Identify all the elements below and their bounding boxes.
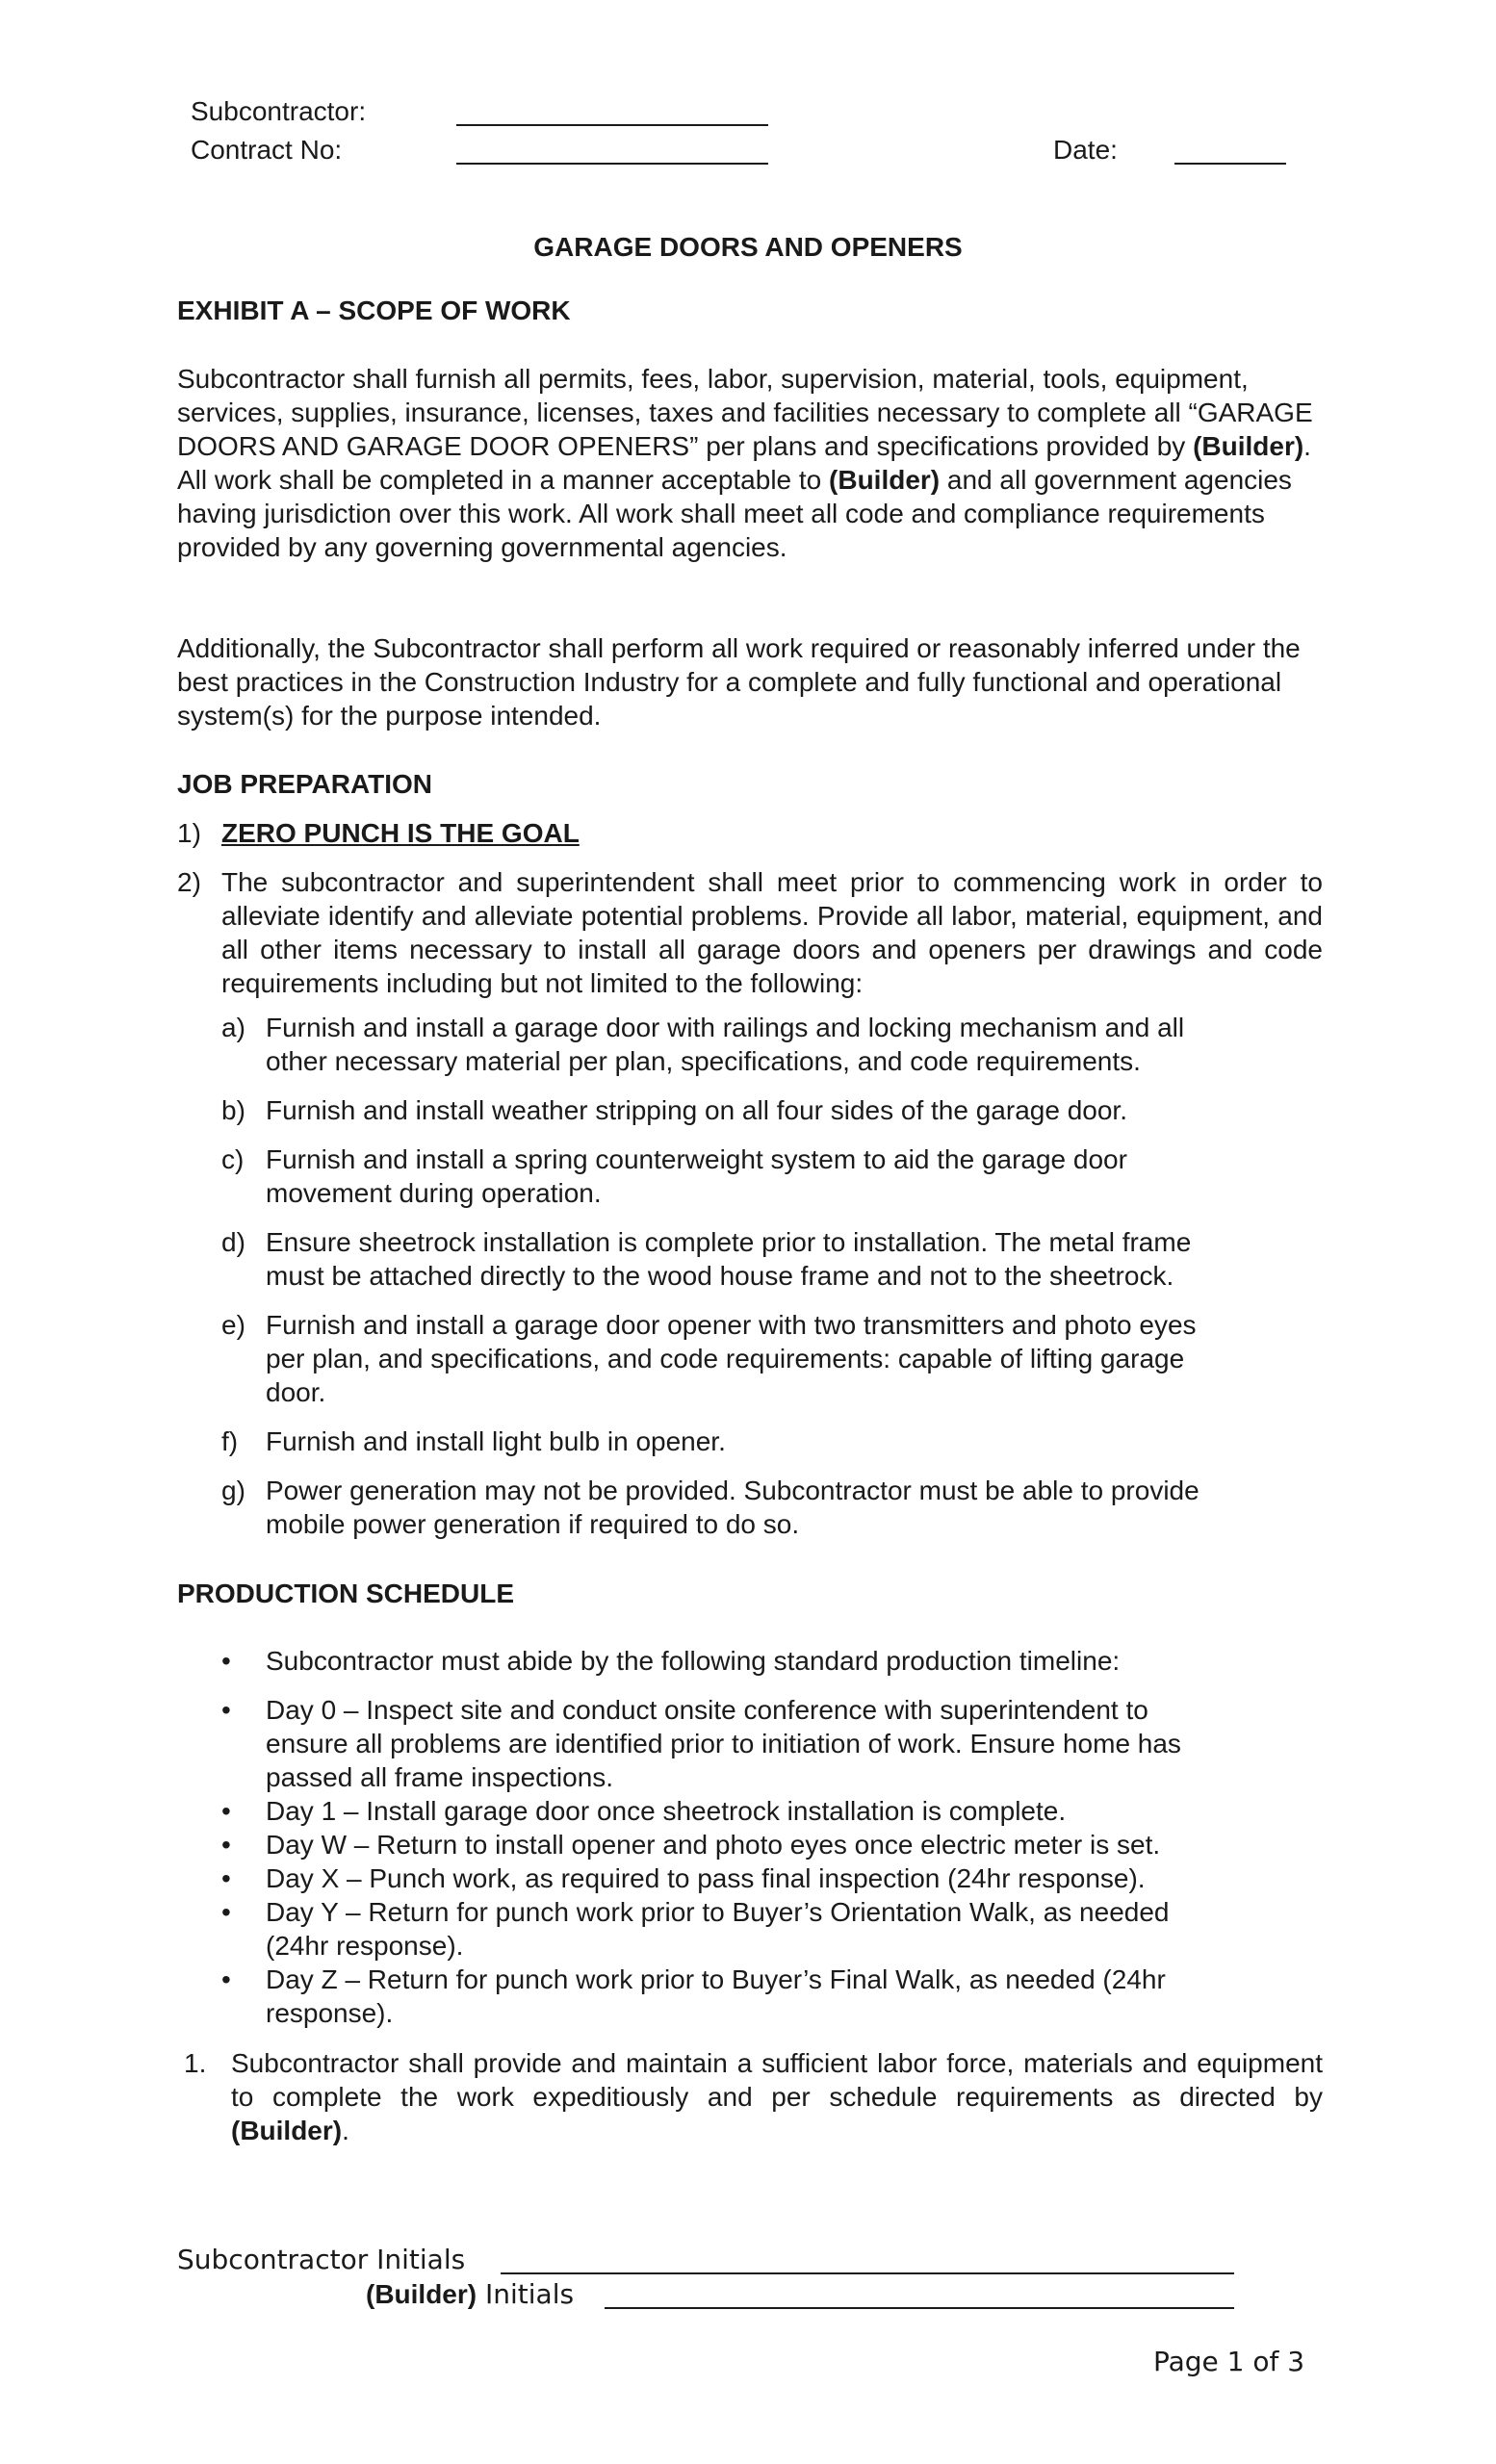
bullet-line: (24hr response). bbox=[266, 1931, 464, 1961]
exhibit-heading: EXHIBIT A – SCOPE OF WORK bbox=[177, 295, 571, 325]
subitem-line: mobile power generation if required to do so. bbox=[266, 1509, 800, 1539]
date-label: Date: bbox=[1053, 135, 1118, 165]
date-field[interactable] bbox=[1174, 163, 1286, 165]
subitem-line: Power generation may not be provided. Subcontractor must be able to provide bbox=[266, 1476, 1199, 1505]
page-number: Page 1 of 3 bbox=[1153, 2346, 1305, 2377]
subitem-line: per plan, and specifications, and code requirements: capable of lifting garage bbox=[266, 1344, 1185, 1373]
subitem-line: other necessary material per plan, specifications, and code requirements. bbox=[266, 1046, 1141, 1076]
bullet-icon: • bbox=[221, 1897, 231, 1927]
builder-ref: (Builder) bbox=[366, 2279, 477, 2309]
item-number: 1) bbox=[177, 818, 201, 848]
subcontractor-initials-field[interactable] bbox=[501, 2272, 1234, 2274]
subitem-line: Ensure sheetrock installation is complete prior to installation. The metal frame bbox=[266, 1227, 1192, 1257]
labor-force-end: . bbox=[342, 2116, 349, 2145]
bullet-icon: • bbox=[221, 1863, 231, 1893]
subitem-line: Furnish and install a garage door opener with two transmitters and photo eyes bbox=[266, 1310, 1197, 1340]
additionally-paragraph bbox=[177, 631, 1323, 732]
labor-force-text: Subcontractor shall provide and maintain a sufficient labor force, materials and equipment to complete the work expeditiously and per schedule requirements as directed by bbox=[231, 2048, 1323, 2112]
bullet-line: ensure all problems are identified prior to initiation of work. Ensure home has bbox=[266, 1729, 1181, 1758]
builder-ref: (Builder) bbox=[231, 2116, 343, 2145]
bullet-line: Day X – Punch work, as required to pass final inspection (24hr response). bbox=[266, 1863, 1146, 1893]
subitem-label: g) bbox=[221, 1476, 245, 1505]
scope-text-3: and all government agencies having jurisdiction over this work. All work shall meet all code and compliance requirements provided by any governing governmental agencies. bbox=[177, 465, 1292, 562]
bullet-line: Day W – Return to install opener and photo eyes once electric meter is set. bbox=[266, 1830, 1161, 1860]
bullet-icon: • bbox=[221, 1646, 231, 1676]
builder-ref: (Builder) bbox=[829, 465, 941, 495]
subitem-line: movement during operation. bbox=[266, 1178, 602, 1208]
subcontractor-field[interactable] bbox=[456, 124, 768, 126]
bullet-line: passed all frame inspections. bbox=[266, 1762, 614, 1792]
labor-force-paragraph bbox=[231, 2046, 1323, 2147]
subcontractor-initials-label: Subcontractor Initials bbox=[177, 2244, 466, 2275]
subitem-label: f) bbox=[221, 1426, 239, 1456]
job-preparation-heading: JOB PREPARATION bbox=[177, 769, 432, 799]
document-title: GARAGE DOORS AND OPENERS bbox=[533, 232, 963, 262]
subitem-line: door. bbox=[266, 1377, 326, 1407]
subitem-line: must be attached directly to the wood house frame and not to the sheetrock. bbox=[266, 1261, 1174, 1291]
scope-text-1: Subcontractor shall furnish all permits, fees, labor, supervision, material, tools, equipment, services, supplies, insurance, licenses, taxes and facilities necessary to complete all “GARAGE DOORS AND GARAGE DOOR OPENERS” per plans and specifications provided by bbox=[177, 364, 1313, 461]
builder-initials-label bbox=[366, 2277, 574, 2311]
builder-initials-text: Initials bbox=[477, 2278, 575, 2310]
production-schedule-heading: PRODUCTION SCHEDULE bbox=[177, 1578, 515, 1608]
subitem-line: Furnish and install a garage door with railings and locking mechanism and all bbox=[266, 1013, 1185, 1042]
subitem-line: Furnish and install a spring counterweight system to aid the garage door bbox=[266, 1144, 1127, 1174]
contract-no-label: Contract No: bbox=[191, 135, 343, 165]
bullet-icon: • bbox=[221, 1796, 231, 1826]
bullet-icon: • bbox=[221, 1830, 231, 1860]
contract-no-field[interactable] bbox=[456, 163, 768, 165]
subitem-line: Furnish and install weather stripping on all four sides of the garage door. bbox=[266, 1095, 1127, 1125]
subitem-label: e) bbox=[221, 1310, 245, 1340]
subitem-label: c) bbox=[221, 1144, 245, 1174]
builder-initials-field[interactable] bbox=[605, 2307, 1234, 2309]
scope-paragraph bbox=[177, 362, 1323, 564]
zero-punch-goal: ZERO PUNCH IS THE GOAL bbox=[221, 818, 580, 848]
additionally-text: Additionally, the Subcontractor shall perform all work required or reasonably inferred under the best practices in the Construction Industry for a complete and fully functional and operational system(s) for the purpose intended. bbox=[177, 633, 1301, 731]
bullet-line: Day Y – Return for punch work prior to Buyer’s Orientation Walk, as needed bbox=[266, 1897, 1170, 1927]
bullet-line: Day 0 – Inspect site and conduct onsite conference with superintendent to bbox=[266, 1695, 1148, 1725]
subitem-label: d) bbox=[221, 1227, 245, 1257]
subitem-label: b) bbox=[221, 1095, 245, 1125]
subcontractor-label: Subcontractor: bbox=[191, 96, 367, 126]
bullet-line: Day 1 – Install garage door once sheetrock installation is complete. bbox=[266, 1796, 1067, 1826]
numbered-item-number: 1. bbox=[184, 2048, 207, 2078]
bullet-line: response). bbox=[266, 1998, 394, 2028]
subitem-line: Furnish and install light bulb in opener. bbox=[266, 1426, 726, 1456]
bullet-icon: • bbox=[221, 1964, 231, 1994]
builder-ref: (Builder) bbox=[1193, 431, 1304, 461]
bullet-line: Subcontractor must abide by the following standard production timeline: bbox=[266, 1646, 1121, 1676]
bullet-icon: • bbox=[221, 1695, 231, 1725]
job-prep-item-2: The subcontractor and superintendent shall meet prior to commencing work in order to alleviate identify and alleviate potential problems. Provide all labor, material, equipment, and all other items necessary to install all garage doors and openers per drawings and code requirements including but not limited to the following: bbox=[221, 867, 1323, 998]
scope-text-2: . All work shall be completed in a manner acceptable to bbox=[177, 431, 1311, 495]
item-number: 2) bbox=[177, 867, 201, 897]
subitem-label: a) bbox=[221, 1013, 245, 1042]
bullet-line: Day Z – Return for punch work prior to Buyer’s Final Walk, as needed (24hr bbox=[266, 1964, 1166, 1994]
